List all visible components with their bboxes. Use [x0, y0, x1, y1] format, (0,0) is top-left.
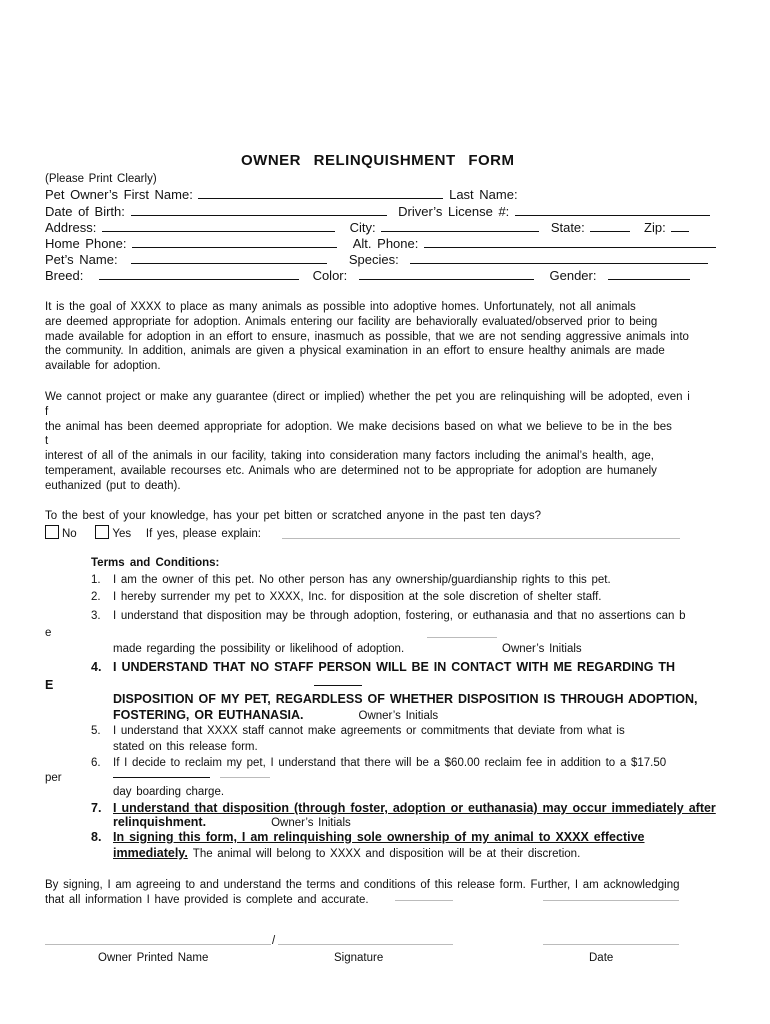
pet-name-field[interactable]: [131, 252, 327, 264]
term-8-text: immediately.: [113, 846, 188, 860]
guarantee-paragraph: [45, 390, 755, 494]
text-line: By signing, I am agreeing to and understand the terms and conditions of this release form. Further, I am acknowledging: [45, 879, 680, 891]
term-4-text: FOSTERING, OR EUTHANASIA.: [113, 708, 304, 722]
form-title: OWNER RELINQUISHMENT FORM: [241, 152, 515, 169]
term-8-tail: The animal will belong to XXXX and disposition will be at their discretion.: [192, 848, 581, 860]
last-name-label: Last Name:: [449, 187, 518, 202]
first-name-label: Pet Owner’s First Name:: [45, 187, 193, 202]
term-number: 7.: [91, 801, 102, 815]
term-3-cont: made regarding the possibility or likelihood of adoption.: [113, 643, 405, 655]
initials-field[interactable]: [314, 685, 362, 686]
no-checkbox[interactable]: [45, 525, 59, 539]
accuracy-field[interactable]: [395, 900, 453, 901]
term-5: I understand that XXXX staff cannot make agreements or commitments that deviate from what is: [113, 725, 625, 737]
breed-field[interactable]: [99, 268, 299, 280]
text-line: that all information I have provided is complete and accurate.: [45, 893, 369, 906]
term-2: I hereby surrender my pet to XXXX, Inc. for disposition at the sole discretion of shelter staff.: [113, 591, 602, 603]
term-3-wrap: e: [45, 627, 52, 639]
term-number: 5.: [91, 725, 101, 737]
city-field[interactable]: [381, 220, 539, 232]
term-4: I UNDERSTAND THAT NO STAFF PERSON WILL BE IN CONTACT WITH ME REGARDING TH: [113, 660, 676, 674]
term-6: If I decide to reclaim my pet, I understand that there will be a $60.00 reclaim fee in addition to a $17.50: [113, 757, 667, 769]
home-phone-field[interactable]: [132, 236, 337, 248]
alt-phone-label: Alt. Phone:: [352, 236, 419, 251]
text-line: the community. In addition, animals are given a physical examination in an effort to ensure healthy animals are made: [45, 345, 665, 358]
date-line[interactable]: [543, 944, 679, 945]
license-field[interactable]: [515, 204, 710, 216]
yes-checkbox[interactable]: [95, 525, 109, 539]
pet-name-label: Pet’s Name:: [45, 252, 118, 267]
term-7-text: relinquishment.: [113, 815, 207, 829]
explain-label: If yes, please explain:: [145, 528, 261, 540]
text-line: temperament, available recourses etc. Animals who are determined not to be appropriate for adoption are humanely: [45, 464, 657, 477]
print-note: (Please Print Clearly): [45, 173, 157, 185]
initials-field[interactable]: [220, 777, 270, 778]
term-3: I understand that disposition may be through adoption, fostering, or euthanasia and that no assertions can b: [113, 610, 686, 622]
term-6-wrap: per: [45, 772, 62, 784]
term-8: In signing this form, I am relinquishing sole ownership of my animal to XXXX effective: [113, 830, 645, 844]
terms-heading: Terms and Conditions:: [91, 557, 220, 569]
address-label: Address:: [45, 220, 97, 235]
yes-label: Yes: [112, 528, 132, 540]
first-name-field[interactable]: [198, 187, 443, 199]
accuracy-field[interactable]: [543, 900, 679, 901]
term-4-cont: [113, 708, 438, 722]
signature-label: Signature: [334, 952, 384, 964]
initials-field[interactable]: [427, 637, 497, 638]
no-label: No: [62, 528, 77, 540]
gender-label: Gender:: [549, 268, 597, 283]
explain-field[interactable]: [282, 538, 680, 539]
alt-phone-field[interactable]: [424, 236, 716, 248]
license-label: Driver’s License #:: [398, 204, 510, 219]
breed-label: Breed:: [45, 268, 84, 283]
text-line: made available for adoption in an effort to ensure, inasmuch as possible, that we are not sending aggressive animals into: [45, 330, 689, 343]
color-field[interactable]: [359, 268, 534, 280]
dob-label: Date of Birth:: [45, 204, 125, 219]
term-4-wrap: E: [45, 678, 54, 692]
state-field[interactable]: [590, 220, 630, 232]
term-number: 6.: [91, 757, 101, 769]
text-line: interest of all of the animals in our facility, taking into consideration many factors including the animal’s health, age,: [45, 450, 654, 463]
term-7: I understand that disposition (through foster, adoption or euthanasia) may occur immediately after: [113, 801, 716, 815]
dob-field[interactable]: [131, 204, 387, 216]
term-7-cont: [113, 815, 351, 829]
signature-slash: /: [272, 935, 276, 947]
printed-name-label: Owner Printed Name: [98, 952, 209, 964]
dob-row: [45, 204, 710, 219]
home-phone-label: Home Phone:: [45, 236, 127, 251]
bite-question: To the best of your knowledge, has your pet bitten or scratched anyone in the past ten days?: [45, 510, 542, 522]
printed-name-line[interactable]: [45, 944, 271, 945]
gender-field[interactable]: [608, 268, 690, 280]
text-line: f: [45, 405, 49, 418]
text-line: available for adoption.: [45, 360, 161, 373]
first-name-row: [45, 187, 518, 202]
state-label: State:: [550, 220, 585, 235]
color-label: Color:: [312, 268, 348, 283]
initials-label: Owner’s Initials: [358, 710, 439, 722]
initials-label: Owner’s Initials: [271, 817, 351, 829]
text-line: It is the goal of XXXX to place as many animals as possible into adoptive homes. Unfortunately, not all animals: [45, 301, 636, 313]
term-4-cont: DISPOSITION OF MY PET, REGARDLESS OF WHETHER DISPOSITION IS THROUGH ADOPTION,: [113, 692, 698, 706]
city-label: City:: [349, 220, 376, 235]
address-row: [45, 220, 689, 235]
species-label: Species:: [348, 252, 399, 267]
term-number: 3.: [91, 610, 101, 622]
term-number: 8.: [91, 830, 102, 844]
phone-row: [45, 236, 716, 251]
term-5-cont: stated on this release form.: [113, 741, 258, 753]
breed-row: [45, 268, 690, 283]
text-line: We cannot project or make any guarantee (direct or implied) whether the pet you are relinquishing will be adopted, even i: [45, 391, 690, 403]
zip-label: Zip:: [644, 220, 666, 235]
term-number: 2.: [91, 591, 101, 603]
text-line: t: [45, 435, 49, 448]
text-line: euthanized (put to death).: [45, 479, 181, 492]
term-number: 4.: [91, 660, 102, 674]
signature-line[interactable]: [278, 944, 453, 945]
term-number: 1.: [91, 574, 101, 586]
address-field[interactable]: [102, 220, 335, 232]
initials-field[interactable]: [113, 777, 210, 778]
date-label: Date: [589, 952, 614, 964]
goal-paragraph: [45, 300, 755, 374]
term-8-cont: [113, 846, 580, 860]
term-6-cont: day boarding charge.: [113, 786, 225, 798]
term-1: I am the owner of this pet. No other person has any ownership/guardianship rights to this pet.: [113, 574, 611, 586]
text-line: are deemed appropriate for adoption. Animals entering our facility are behaviorally evaluated/observed prior to being: [45, 315, 658, 328]
text-line: the animal has been deemed appropriate for adoption. We make decisions based on what we believe to be in the bes: [45, 420, 672, 433]
bite-answer-row: [45, 525, 261, 540]
closing-paragraph: [45, 878, 755, 908]
initials-label: Owner’s Initials: [502, 643, 582, 655]
pet-name-row: [45, 252, 708, 267]
zip-field[interactable]: [671, 220, 689, 232]
species-field[interactable]: [410, 252, 708, 264]
